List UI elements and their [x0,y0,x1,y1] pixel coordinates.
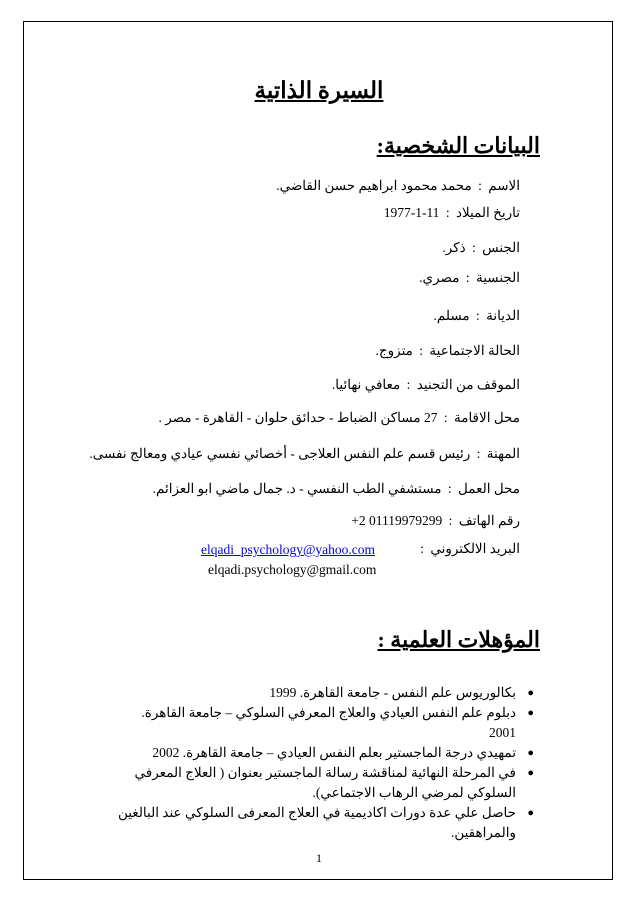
page-number: 1 [316,851,322,865]
field-label: الموقف من التجنيد [416,377,520,392]
personal-field-row: تاريخ الميلاد : 11-1-1977 [383,205,520,220]
personal-field-row: المهنة : رئيس قسم علم النفس العلاجى - أخصائي نفسي عيادي ومعالج نفسى. [89,446,520,461]
field-value: 01119979299 2+ [351,513,443,528]
field-label: الجنسية [475,270,520,285]
qualification-item [114,803,534,843]
bullet-icon: ● [527,807,534,819]
personal-field-row: محل الاقامة : 27 مساكن الضباط - حدائق حلوان - القاهرة - مصر . [158,410,520,425]
email-secondary: elqadi.psychology@gmail.com [208,562,377,577]
qualification-item [114,683,534,703]
qualification-text: تمهيدي درجة الماجستير بعلم النفس العيادي – جامعة القاهرة. 2002 [152,745,516,760]
qualification-item [114,743,534,763]
personal-field-row: الجنسية : مصري. [419,270,520,285]
qualification-text: دبلوم علم النفس العيادي والعلاج المعرفي السلوكي – جامعة القاهرة. 2001 [141,705,516,740]
field-value: محمد محمود ابراهيم حسن القاضي. [276,178,472,193]
email-label: البريد الالكتروني [430,541,520,556]
field-label: محل الاقامة [453,410,520,425]
field-label: الديانة [486,308,520,323]
qualification-item [114,763,534,803]
field-value: معافي نهائيا. [331,377,401,392]
personal-field-row: الجنس : ذكر. [442,240,520,255]
personal-field-row: الديانة : مسلم. [433,308,520,323]
qualification-text: في المرحلة النهائية لمناقشة رسالة الماجستير بعنوان ( العلاج المعرفي السلوكي لمرضي الرهاب الاجتماعي). [134,765,516,800]
qualifications-heading: المؤهلات العلمية : [377,627,540,652]
personal-field-row: رقم الهاتف : 01119979299 2+ [351,513,520,528]
email-row: البريد الالكتروني : [420,541,520,556]
field-value: 11-1-1977 [383,205,440,220]
field-label: الاسم [488,178,520,193]
bullet-icon: ● [527,687,534,699]
field-value: مستشفي الطب النفسي - د. جمال ماضي ابو العزائم. [152,481,442,496]
email-primary-link[interactable]: elqadi_psychology@yahoo.com [201,542,376,557]
field-label: المهنة [486,446,520,461]
qualifications-list [114,683,534,843]
personal-field-row: الحالة الاجتماعية : متزوج. [375,343,520,358]
field-label: تاريخ الميلاد [455,205,520,220]
personal-data-heading: البيانات الشخصية: [376,133,540,158]
bullet-icon: ● [527,767,534,779]
field-label: رقم الهاتف [458,513,520,528]
field-value: رئيس قسم علم النفس العلاجى - أخصائي نفسي عيادي ومعالج نفسى. [89,446,471,461]
bullet-icon: ● [527,747,534,759]
qualification-text: حاصل علي عدة دورات اكاديمية في العلاج المعرفى السلوكي عند البالغين والمراهقين. [117,805,516,840]
field-value: 27 مساكن الضباط - حدائق حلوان - القاهرة - مصر . [158,410,438,425]
page-title: السيرة الذاتية [254,78,384,103]
field-value: مسلم. [433,308,470,323]
email-primary-wrap [201,541,375,559]
field-value: مصري. [419,270,460,285]
field-label: الحالة الاجتماعية [429,343,520,358]
qualification-item [114,703,534,743]
qualification-text: بكالوريوس علم النفس - جامعة القاهرة. 1999 [269,685,516,700]
field-value: ذكر. [442,240,466,255]
personal-field-row: محل العمل : مستشفي الطب النفسي - د. جمال ماضي ابو العزائم. [152,481,520,496]
field-label: محل العمل [458,481,520,496]
personal-field-row: الاسم : محمد محمود ابراهيم حسن القاضي. [276,178,520,193]
bullet-icon: ● [527,707,534,719]
field-label: الجنس [482,240,520,255]
personal-field-row: الموقف من التجنيد : معافي نهائيا. [331,377,520,392]
field-value: متزوج. [375,343,413,358]
